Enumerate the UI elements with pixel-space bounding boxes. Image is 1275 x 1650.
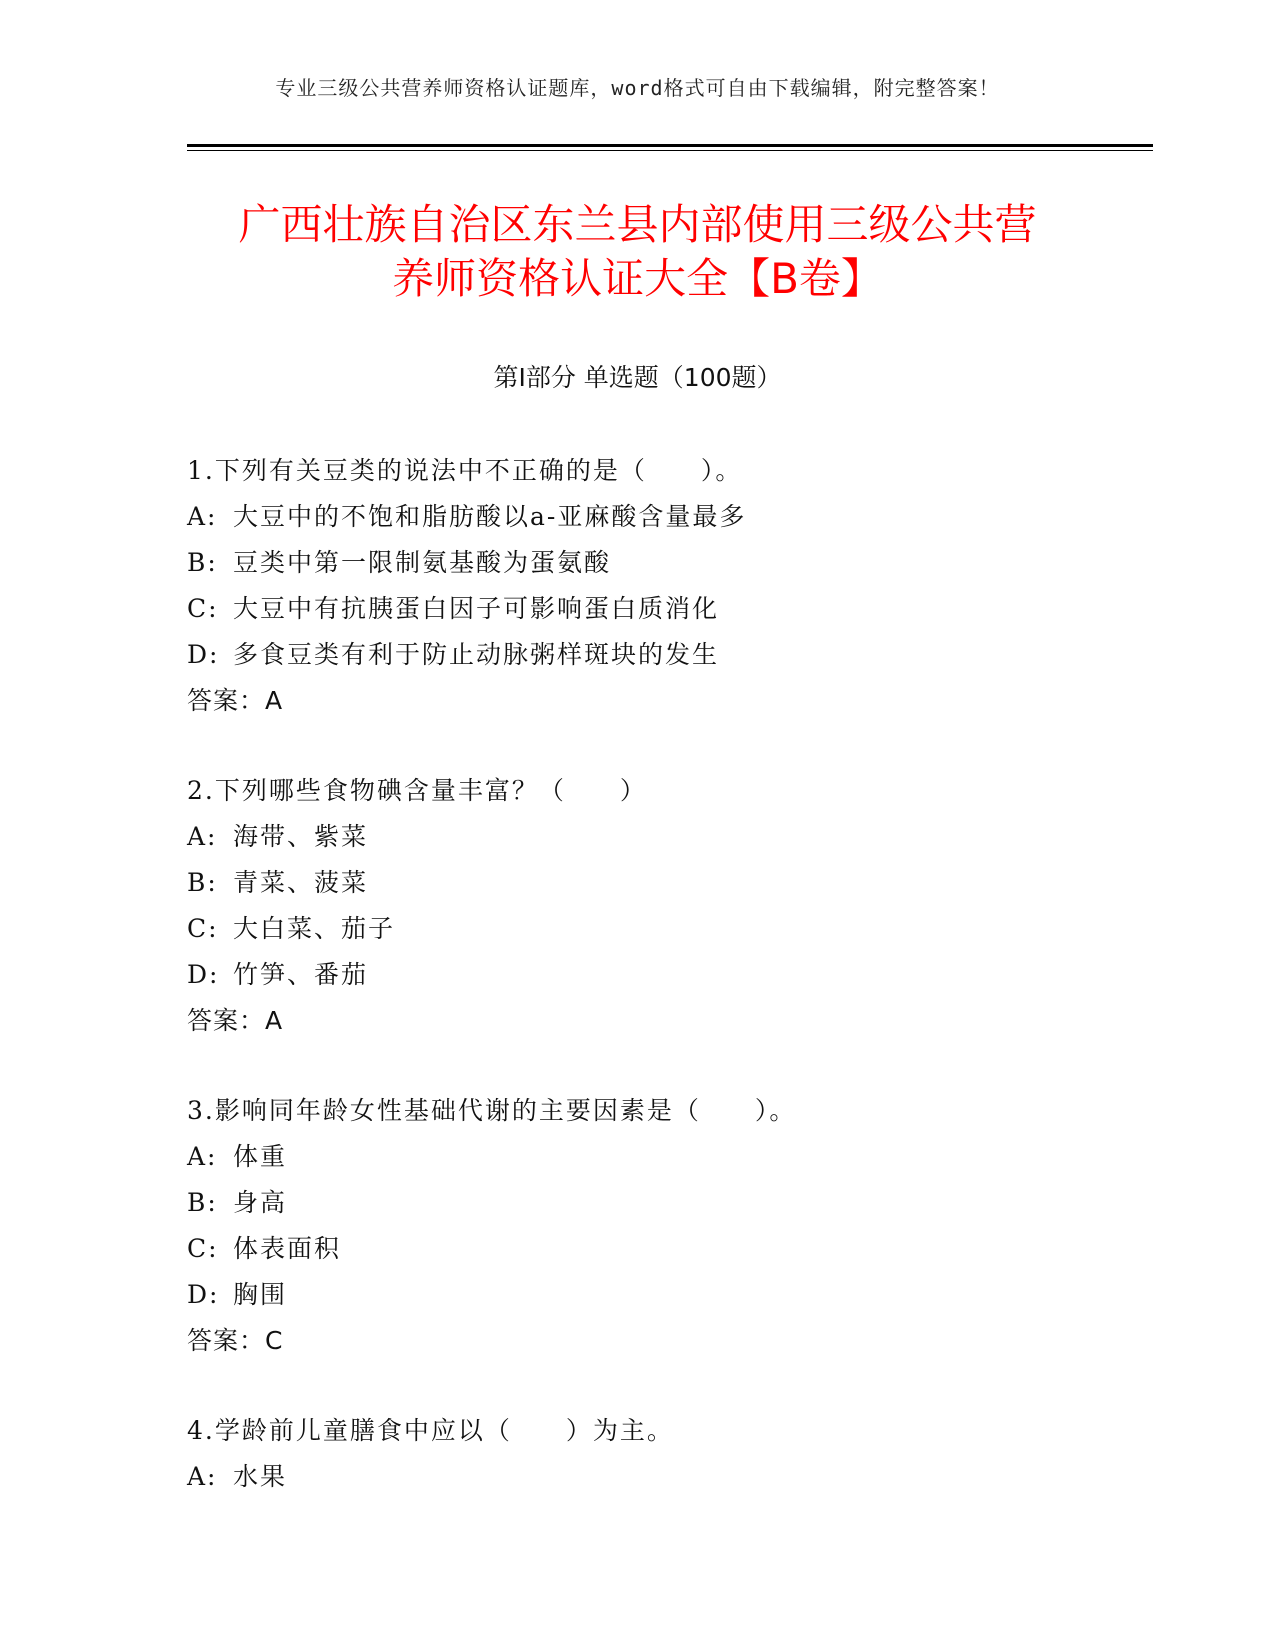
- option-key: D:: [187, 640, 220, 669]
- option-d: [187, 1272, 1147, 1318]
- option-c: [187, 906, 1147, 952]
- question-stem: 2.下列哪些食物碘含量丰富？（ ）: [187, 776, 647, 805]
- answer: 答案：A: [187, 1006, 284, 1035]
- document-title: [150, 198, 1125, 306]
- question-stem: 1.下列有关豆类的说法中不正确的是（ ）。: [187, 456, 743, 485]
- option-text: 海带、紫菜: [233, 822, 369, 851]
- question-stem: 3.影响同年龄女性基础代谢的主要因素是（ ）。: [187, 1096, 797, 1125]
- question-2: [187, 768, 1147, 1044]
- option-text: 大豆中有抗胰蛋白因子可影响蛋白质消化: [233, 594, 720, 623]
- question-1: [187, 448, 1147, 724]
- option-key: C:: [187, 594, 219, 623]
- option-key: C:: [187, 1234, 219, 1263]
- answer: 答案：A: [187, 686, 284, 715]
- option-text: 竹笋、番茄: [233, 960, 369, 989]
- option-text: 体表面积: [233, 1234, 342, 1263]
- option-key: A:: [187, 502, 218, 531]
- question-stem: 4.学龄前儿童膳食中应以（ ）为主。: [187, 1416, 674, 1445]
- answer: 答案：C: [187, 1326, 284, 1355]
- option-a: [187, 1134, 1147, 1180]
- option-b: [187, 860, 1147, 906]
- option-key: B:: [187, 868, 218, 897]
- option-b: [187, 540, 1147, 586]
- option-text: 水果: [233, 1462, 288, 1491]
- header-rule-thin: [187, 150, 1153, 151]
- question-4: [187, 1408, 1147, 1500]
- option-key: D:: [187, 960, 220, 989]
- title-line-1: 广西壮族自治区东兰县内部使用三级公共营: [238, 200, 1037, 249]
- option-a: [187, 494, 1147, 540]
- header-note: 专业三级公共营养师资格认证题库，word格式可自由下载编辑，附完整答案！: [275, 76, 1000, 100]
- option-text: 豆类中第一限制氨基酸为蛋氨酸: [233, 548, 612, 577]
- header-rule-thick: [187, 144, 1153, 147]
- option-b: [187, 1180, 1147, 1226]
- option-c: [187, 1226, 1147, 1272]
- option-key: A:: [187, 1142, 218, 1171]
- option-d: [187, 952, 1147, 998]
- option-d: [187, 632, 1147, 678]
- option-text: 身高: [233, 1188, 288, 1217]
- option-key: B:: [187, 1188, 218, 1217]
- option-a: [187, 1454, 1147, 1500]
- option-a: [187, 814, 1147, 860]
- title-line-2: 养师资格认证大全【B卷】: [392, 254, 883, 303]
- option-c: [187, 586, 1147, 632]
- option-text: 大白菜、茄子: [233, 914, 396, 943]
- option-text: 青菜、菠菜: [233, 868, 369, 897]
- option-key: C:: [187, 914, 219, 943]
- option-key: D:: [187, 1280, 220, 1309]
- option-key: A:: [187, 1462, 218, 1491]
- question-list: [187, 448, 1147, 1544]
- option-key: A:: [187, 822, 218, 851]
- question-3: [187, 1088, 1147, 1364]
- option-text: 体重: [233, 1142, 288, 1171]
- section-heading: 第I部分 单选题（100题）: [493, 363, 782, 392]
- option-text: 大豆中的不饱和脂肪酸以a-亚麻酸含量最多: [233, 502, 747, 531]
- option-text: 多食豆类有利于防止动脉粥样斑块的发生: [233, 640, 720, 669]
- option-key: B:: [187, 548, 218, 577]
- option-text: 胸围: [233, 1280, 288, 1309]
